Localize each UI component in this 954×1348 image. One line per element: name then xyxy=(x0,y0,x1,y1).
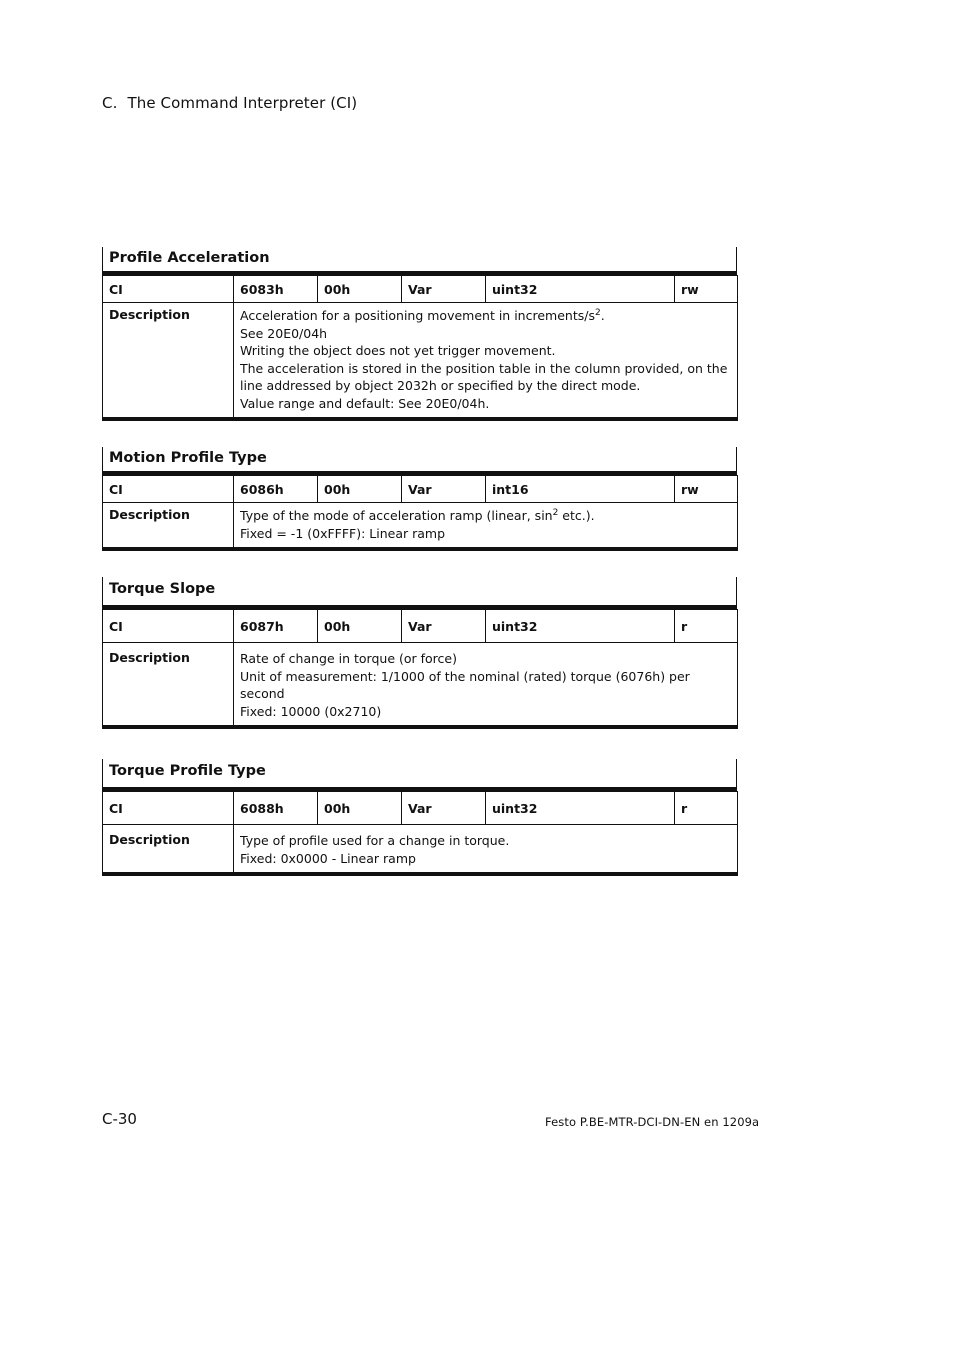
ci-type: Var xyxy=(402,476,486,503)
page-number: C-30 xyxy=(102,1110,137,1128)
ci-subindex: 00h xyxy=(318,792,402,825)
description-text xyxy=(234,643,738,728)
description-line: Acceleration for a positioning movement in increments/$s^2$. xyxy=(240,307,605,323)
description-row xyxy=(103,503,738,550)
description-line: See 20E0/04h xyxy=(240,325,328,341)
ci-table xyxy=(102,275,738,421)
chapter-heading xyxy=(102,94,357,112)
object-table-torque-profile-type xyxy=(102,759,737,876)
description-row xyxy=(103,303,738,420)
ci-access: rw xyxy=(675,476,738,503)
description-line: Unit of measurement: 1/1000 of the nominal (rated) torque (6076h) per second xyxy=(240,668,690,701)
ci-label: CI xyxy=(103,476,234,503)
document-id: Festo P.BE-MTR-DCI-DN-EN en 1209a xyxy=(545,1115,760,1129)
object-table-torque-slope xyxy=(102,577,737,729)
description-text xyxy=(234,503,738,550)
object-table-motion-profile-type xyxy=(102,447,737,551)
description-label: Description xyxy=(103,303,234,420)
object-title: Torque Profile Type xyxy=(102,759,737,791)
object-table-profile-acceleration xyxy=(102,247,737,421)
description-row xyxy=(103,643,738,728)
description-line: Value range and default: See 20E0/04h. xyxy=(240,395,490,411)
ci-index: 6083h xyxy=(234,276,318,303)
ci-type: Var xyxy=(402,276,486,303)
description-label: Description xyxy=(103,825,234,875)
ci-table xyxy=(102,791,738,876)
object-title: Motion Profile Type xyxy=(102,447,737,475)
ci-index: 6086h xyxy=(234,476,318,503)
ci-access: r xyxy=(675,792,738,825)
description-line: Type of profile used for a change in torque. xyxy=(240,833,510,848)
ci-type: Var xyxy=(402,792,486,825)
ci-datatype: uint32 xyxy=(486,276,675,303)
description-line: Fixed: 10000 (0x2710) xyxy=(240,703,382,719)
ci-index: 6088h xyxy=(234,792,318,825)
description-label: Description xyxy=(103,643,234,728)
ci-datatype: uint32 xyxy=(486,792,675,825)
ci-access: r xyxy=(675,610,738,643)
description-line: Fixed: 0x0000 - Linear ramp xyxy=(240,850,416,866)
ci-header-row xyxy=(103,610,738,643)
ci-table xyxy=(102,609,738,729)
description-line: Rate of change in torque (or force) xyxy=(240,651,457,666)
ci-label: CI xyxy=(103,792,234,825)
ci-subindex: 00h xyxy=(318,476,402,503)
ci-datatype: int16 xyxy=(486,476,675,503)
description-row xyxy=(103,825,738,875)
description-line: Writing the object does not yet trigger movement. xyxy=(240,343,556,358)
ci-header-row xyxy=(103,792,738,825)
ci-index: 6087h xyxy=(234,610,318,643)
description-text xyxy=(234,825,738,875)
ci-subindex: 00h xyxy=(318,276,402,303)
ci-datatype: uint32 xyxy=(486,610,675,643)
ci-type: Var xyxy=(402,610,486,643)
description-line: Fixed = -1 (0xFFFF): Linear ramp xyxy=(240,525,446,541)
ci-access: rw xyxy=(675,276,738,303)
object-title: Profile Acceleration xyxy=(102,247,737,275)
chapter-title: The Command Interpreter (CI) xyxy=(127,94,358,112)
description-text xyxy=(234,303,738,420)
ci-subindex: 00h xyxy=(318,610,402,643)
ci-header-row xyxy=(103,276,738,303)
ci-label: CI xyxy=(103,276,234,303)
description-line: The acceleration is stored in the position table in the column provided, on the line addressed by object 2032h or specified by the direct mode. xyxy=(240,360,728,393)
chapter-number: C. xyxy=(102,94,118,112)
description-line: Type of the mode of acceleration ramp (linear, $\sin^2 etc$.). xyxy=(240,507,595,523)
ci-table xyxy=(102,475,738,551)
description-label: Description xyxy=(103,503,234,550)
object-title: Torque Slope xyxy=(102,577,737,609)
ci-label: CI xyxy=(103,610,234,643)
ci-header-row xyxy=(103,476,738,503)
